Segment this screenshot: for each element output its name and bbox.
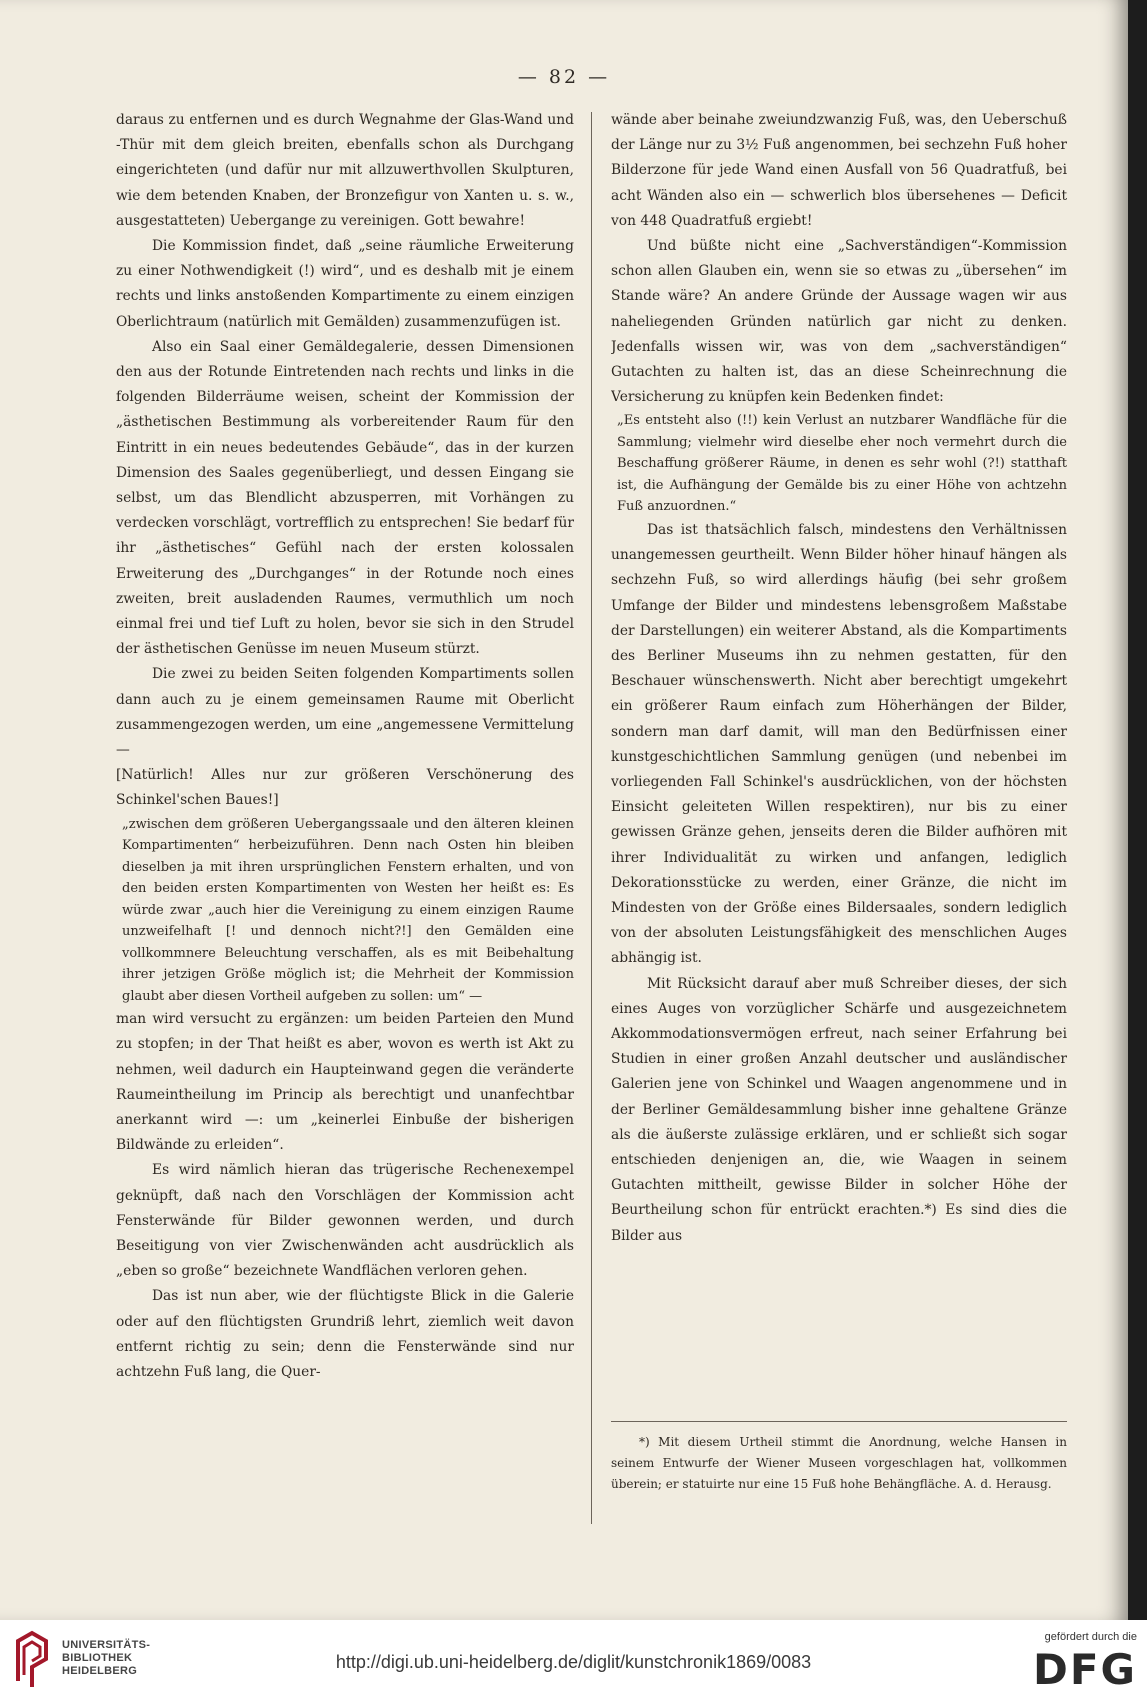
footnote-text: *) Mit diesem Urtheil stimmt die Anordnung, welche Hansen in seinem Entwurfe der Wiener Museen vorgeschlagen hat, vollkommen überein; er statuirte nur eine 15 Fuß hohe Behängfläche. A. d. Herausg. bbox=[611, 1435, 1067, 1491]
page-number: — 82 — bbox=[517, 66, 611, 88]
paragraph: Die Kommission findet, daß „seine räumliche Erweiterung zu einer Nothwendigkeit (!) wird“, und es deshalb mit je einem rechts und links anstoßenden Kompartimente zu einem einzigen Oberlichtraum (natürlich mit Gemälden) zusammenzufügen ist. bbox=[116, 238, 574, 330]
quotation: „zwischen dem größeren Uebergangssaale und den älteren kleinen Kompartimenten“ herbeizuführen. Denn nach Osten hin bleiben dieselben ja mit ihren ursprünglichen Fenstern erhalten, und von den beiden ersten Kompartimenten von Westen her heißt es: Es würde zwar „auch hier die Vereinigung zu einem einzigen Raume unzweifelhaft [! und dennoch nicht?!] den Gemälden eine vollkommnere Beleuchtung verschaffen, als es mit Beibehaltung ihrer jetzigen Größe möglich ist; die Mehrheit der Kommission glaubt aber diesen Vortheil aufgeben zu sollen: um“ — bbox=[122, 816, 574, 1004]
bracket-note: [Natürlich! Alles nur zur größeren Verschönerung des Schinkel'schen Baues!] bbox=[116, 767, 574, 809]
library-line: UNIVERSITÄTS- bbox=[62, 1639, 151, 1651]
footnote bbox=[611, 1432, 1067, 1495]
paragraph: Mit Rücksicht darauf aber muß Schreiber dieses, der sich eines Auges von vorzüglicher Schärfe und ausgezeichnetem Akkommodationsvermögen erfreut, nach seiner Erfahrung bei Studien in einer großen Anzahl deutscher und ausländischer Galerien jene von Schinkel und Waagen angenommene und in der Berliner Gemäldesammlung bisher inne gehaltene Gränze als die äußerste zulässige erklären, und er schließt sich sogar entschieden denjenigen an, die, wie Waagen in seinem Gutachten mittheilt, gewisse Bilder in solcher Höhe der Beurtheilung schon für entrückt erachten.*) Es sind dies die Bilder aus bbox=[611, 975, 1067, 1244]
source-url-link[interactable]: http://digi.ub.uni-heidelberg.de/diglit/kunstchronik1869/0083 bbox=[335, 1652, 812, 1672]
paragraph: Die zwei zu beiden Seiten folgenden Kompartiments sollen dann auch zu je einem gemeinsamen Raume mit Oberlicht zusammengezogen werden, um eine „angemessene Vermittelung — bbox=[116, 666, 574, 759]
quotation: „Es entsteht also (!!) kein Verlust an nutzbarer Wandfläche für die Sammlung; vielmehr wird dieselbe eher noch vermehrt durch die Beschaffung größerer Räume, in denen es sehr wohl (?!) statthaft ist, die Aufhängung der Gemälde bis zu einer Höhe von achtzehn Fuß anzuordnen.“ bbox=[617, 413, 1067, 515]
paragraph: Das ist nun aber, wie der flüchtigste Blick in die Galerie oder auf den flüchtigsten Grundriß lehrt, ziemlich weit davon entfernt richtig zu sein; denn die Fensterwände sind nur achtzehn Fuß lang, die Quer- bbox=[116, 1288, 574, 1381]
column-divider bbox=[591, 112, 592, 1524]
right-column bbox=[611, 108, 1067, 1408]
paragraph: Also ein Saal einer Gemäldegalerie, dessen Dimensionen den aus der Rotunde Eintretenden nach rechts und links in die folgenden Bilderräume weisen, scheint der Kommission der „ästhetischen Bestimmung als vorbereitender Raum für den Eintritt in ein neues bedeutendes Gebäude“, das in der kurzen Dimension des Saales gegenüberliegt, und dessen Eingang sie selbst, um das Blendlicht abzusperren, mit Vorhängen zu verdecken vorschlägt, vortrefflich zu entsprechen! Sie bedarf für ihr „ästhetisches“ Gefühl nach der ersten kolossalen Erweiterung des „Durchganges“ in der Rotunde noch eines zweiten, breit ausladenden Raumes, vermuthlich um noch einmal frei und tief Luft zu holen, bevor sie sich in den Strudel der ästhetischen Genüsse im neuen Museum stürzt. bbox=[116, 338, 574, 658]
funded-by-label: gefördert durch die bbox=[1044, 1631, 1137, 1643]
paragraph: Es wird nämlich hieran das trügerische Rechenexempel geknüpft, daß nach den Vorschlägen der Kommission acht Fensterwände für Bilder gewonnen werden, und durch Beseitigung von vier Zwischenwänden acht ausdrücklich als „eben so große“ bezeichnete Wandflächen verloren gehen. bbox=[116, 1162, 574, 1280]
paragraph: man wird versucht zu ergänzen: um beiden Parteien den Mund zu stopfen; in der That heißt es aber, wovon es werth ist Akt zu nehmen, weil dadurch ein Haupteinwand gegen die veränderte Raumeintheilung im Princip als berechtigt und unanfechtbar anerkannt wird —: um „keinerlei Einbuße der bisherigen Bildwände zu erleiden“. bbox=[116, 1011, 574, 1154]
paragraph: wände aber beinahe zweiundzwanzig Fuß, was, den Ueberschuß der Länge nur zu 3½ Fuß angenommen, bei sechzehn Fuß hoher Bilderzone für jede Wand einen Ausfall von 56 Quadratfuß, bei acht Wänden also ein — schwerlich blos übersehenes — Deficit von 448 Quadratfuß ergiebt! bbox=[611, 112, 1067, 229]
footnote-divider bbox=[611, 1421, 1067, 1422]
left-column bbox=[116, 108, 574, 1538]
paragraph: Das ist thatsächlich falsch, mindestens den Verhältnissen unangemessen geurtheilt. Wenn Bilder höher hinauf hängen als sechzehn Fuß, so wird allerdings häufig (bei sehr großem Umfange der Bilder und mindestens lebensgroßem Maßstabe der Darstellungen) ein weiterer Abstand, als die Kompartiments des Berliner Museums ihn zu nehmen gestatten, für den Beschauer wünschenswerth. Nicht aber berechtigt umgekehrt ein größerer Raum einfach zum Höherhängen der Bilder, sondern man darf damit, will man den Bedürfnissen einer kunstgeschichtlichen Sammlung genügen (und nebenbei im vorliegenden Fall Schinkel's ausdrücklichen, von der höchsten Einsicht geleiteten Willen respektiren), nur bis zu einer gewissen Gränze gehen, jenseits deren die Bilder aufhören mit ihrer Individualität zu wirken und anfangen, lediglich Dekorationsstücke zu werden, einer Gränze, die nicht im Mindesten von der Größe eines Bildersaales, sondern lediglich von der absoluten Leistungsfähigkeit des menschlichen Auges abhängig ist. bbox=[611, 521, 1067, 967]
paragraph: Und büßte nicht eine „Sachverständigen“-Kommission schon allen Glauben ein, wenn sie so etwas zu „übersehen“ im Stande wäre? An andere Gründe der Aussage wagen wir aus naheliegenden Gründen natürlich gar nicht zu denken. Jedenfalls wissen wir, was von dem „sachverständigen“ Gutachten zu halten ist, das an diese Scheinrechnung die Versicherung zu knüpfen kein Bedenken findet: bbox=[611, 238, 1067, 406]
dfg-logo: DFG bbox=[1032, 1645, 1137, 1694]
library-line: BIBLIOTHEK bbox=[62, 1652, 133, 1664]
viewer-footer bbox=[0, 1620, 1147, 1703]
paragraph: daraus zu entfernen und es durch Wegnahme der Glas-Wand und -Thür mit dem gleich breiten, ebenfalls schon als Durchgang eingerichteten (und dafür nur mit allzuwerthvollen Skulpturen, wie dem betenden Knaben, der Bronzefigur von Xanten u. s. w., ausgestatteten) Uebergange zu vereinigen. Gott bewahre! bbox=[116, 112, 574, 229]
library-line: HEIDELBERG bbox=[62, 1665, 138, 1677]
